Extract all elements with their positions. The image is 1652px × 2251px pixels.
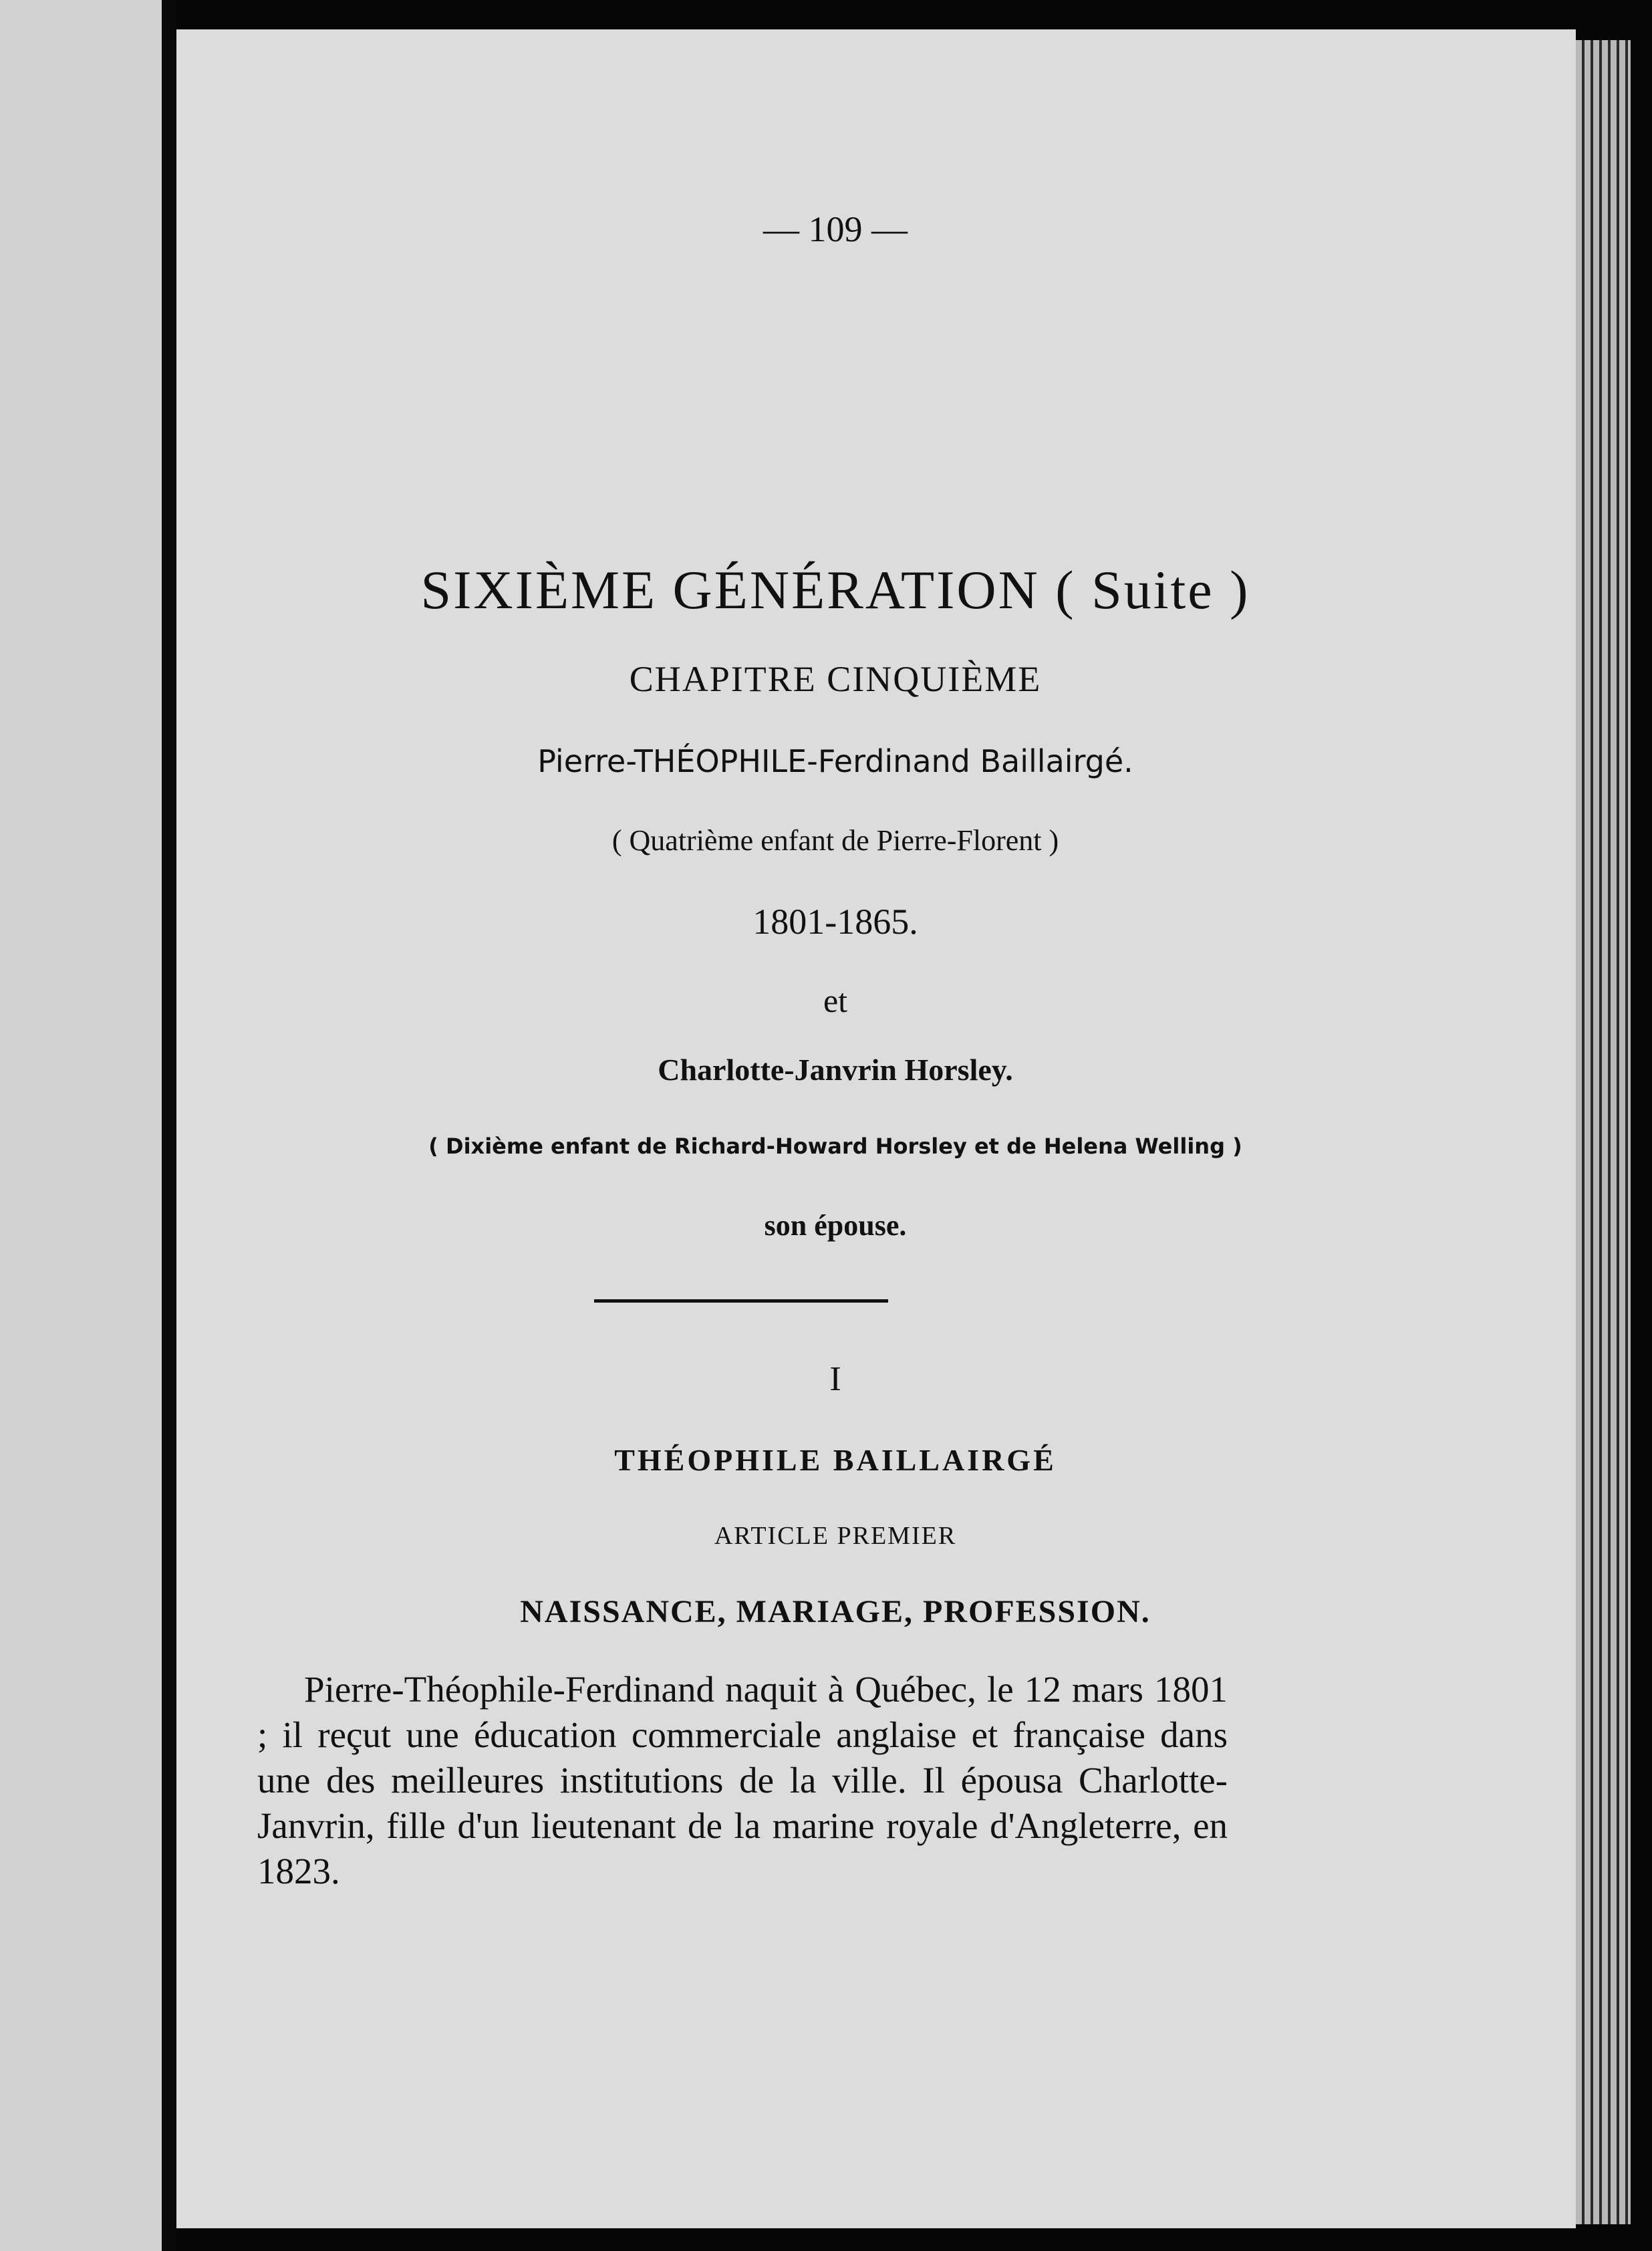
generation-heading: SIXIÈME GÉNÉRATION ( Suite ) bbox=[420, 559, 1250, 620]
page-edges bbox=[1576, 40, 1631, 2224]
subject-parentage: ( Quatrième enfant de Pierre-Florent ) bbox=[611, 824, 1059, 857]
section-title: THÉOPHILE BAILLAIRGÉ bbox=[614, 1443, 1057, 1477]
book-gutter bbox=[162, 0, 176, 2251]
article-label: ARTICLE PREMIER bbox=[714, 1522, 957, 1550]
spouse-parentage: ( Dixième enfant de Richard-Howard Horsley et de Helena Welling ) bbox=[428, 1134, 1242, 1159]
article-title: NAISSANCE, MARIAGE, PROFESSION. bbox=[520, 1594, 1151, 1629]
section-number: I bbox=[829, 1360, 841, 1398]
left-page-edge bbox=[0, 0, 162, 2251]
subject-dates: 1801-1865. bbox=[752, 902, 918, 942]
divider-rule bbox=[594, 1299, 888, 1303]
spouse-role: son épouse. bbox=[764, 1209, 907, 1242]
page-number: — 109 — bbox=[763, 209, 908, 249]
body-paragraph: Pierre-Théophile-Ferdinand naquit à Québec, le 12 mars 1801 ; il reçut une éducation commerciale anglaise et française dans une des meilleures institutions de la ville. Il épousa Charlotte-Janvrin, fille d'un lieutenant de la marine royale d'Angleterre, en 1823. bbox=[257, 1669, 1228, 1891]
book-page bbox=[176, 29, 1576, 2228]
subject-name: Pierre-THÉOPHILE-Ferdinand Baillairgé. bbox=[537, 743, 1133, 779]
chapter-heading: CHAPITRE CINQUIÈME bbox=[629, 659, 1042, 699]
conjunction: et bbox=[823, 982, 848, 1019]
spouse-name: Charlotte-Janvrin Horsley. bbox=[658, 1053, 1013, 1087]
